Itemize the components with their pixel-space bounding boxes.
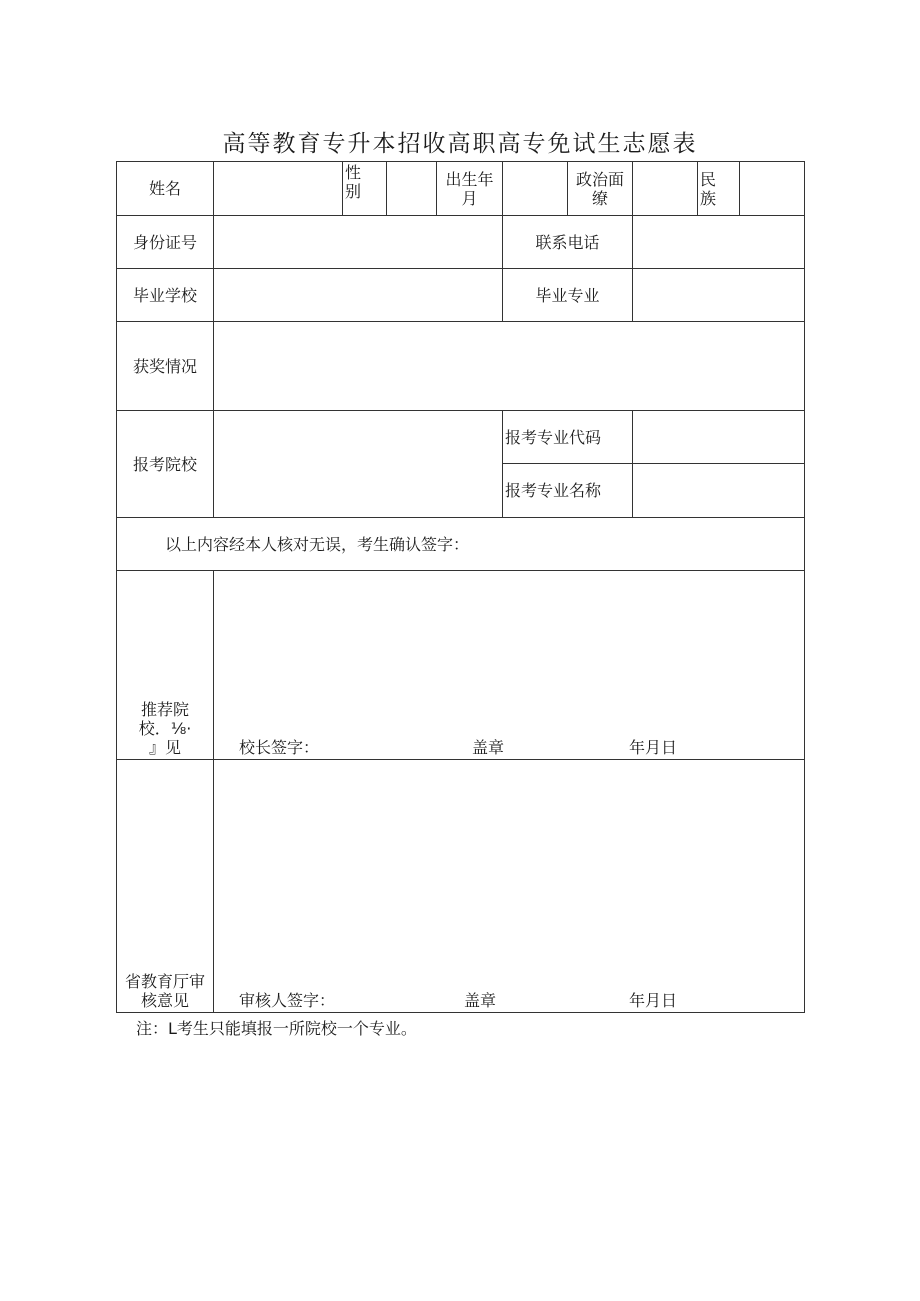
province-opinion-field[interactable] bbox=[214, 760, 805, 1013]
province-review-label bbox=[117, 760, 214, 1013]
recommend-opinion-field[interactable] bbox=[214, 571, 805, 760]
seal-label-2: 盖章 bbox=[464, 991, 497, 1010]
province-label-line-2: 核意见 bbox=[140, 991, 189, 1010]
apply-school-label: 报考院校 bbox=[117, 411, 214, 518]
apply-name-field[interactable] bbox=[633, 464, 805, 518]
date-label-2: 年月日 bbox=[629, 991, 678, 1010]
major-label: 毕业专业 bbox=[503, 269, 633, 322]
awards-field[interactable] bbox=[214, 322, 805, 411]
phone-label: 联系电话 bbox=[503, 216, 633, 269]
name-label: 姓名 bbox=[117, 162, 214, 216]
recommend-label-line-3: 』见 bbox=[148, 738, 181, 757]
seal-label-1: 盖章 bbox=[472, 738, 505, 757]
ethnicity-label: 民族 bbox=[698, 162, 740, 216]
date-label-1: 年月日 bbox=[629, 738, 678, 757]
phone-field[interactable] bbox=[633, 216, 805, 269]
political-label: 政治面缭 bbox=[568, 162, 633, 216]
id-field[interactable] bbox=[214, 216, 503, 269]
application-form-table bbox=[116, 161, 805, 1013]
awards-label: 获奖情况 bbox=[117, 322, 214, 411]
major-field[interactable] bbox=[633, 269, 805, 322]
province-label-line-1: 省教育厅审 bbox=[124, 972, 205, 991]
confirm-statement: 以上内容经本人核对无误，考生确认签字： bbox=[117, 518, 805, 571]
recommend-label-line-1: 推荐院 bbox=[140, 700, 189, 719]
footnote: 注：L考生只能填报一所院校一个专业。 bbox=[136, 1019, 417, 1038]
apply-code-field[interactable] bbox=[633, 411, 805, 464]
apply-code-label: 报考专业代码 bbox=[503, 411, 633, 464]
reviewer-sign-label: 审核人签字： bbox=[239, 991, 336, 1010]
name-field[interactable] bbox=[214, 162, 343, 216]
school-field[interactable] bbox=[214, 269, 503, 322]
school-label: 毕业学校 bbox=[117, 269, 214, 322]
recommend-label-line-2: 校．⅛· bbox=[138, 719, 192, 738]
gender-label: 性别 bbox=[343, 162, 387, 216]
ethnicity-field[interactable] bbox=[740, 162, 805, 216]
apply-name-label: 报考专业名称 bbox=[503, 464, 633, 518]
political-field[interactable] bbox=[633, 162, 698, 216]
principal-sign-label: 校长签字： bbox=[239, 738, 320, 757]
id-label: 身份证号 bbox=[117, 216, 214, 269]
page-title: 高等教育专升本招收高职高专免试生志愿表 bbox=[222, 131, 698, 157]
apply-school-field[interactable] bbox=[214, 411, 503, 518]
gender-field[interactable] bbox=[387, 162, 437, 216]
birth-field[interactable] bbox=[503, 162, 568, 216]
birth-label: 出生年月 bbox=[437, 162, 503, 216]
recommend-label bbox=[117, 571, 214, 760]
